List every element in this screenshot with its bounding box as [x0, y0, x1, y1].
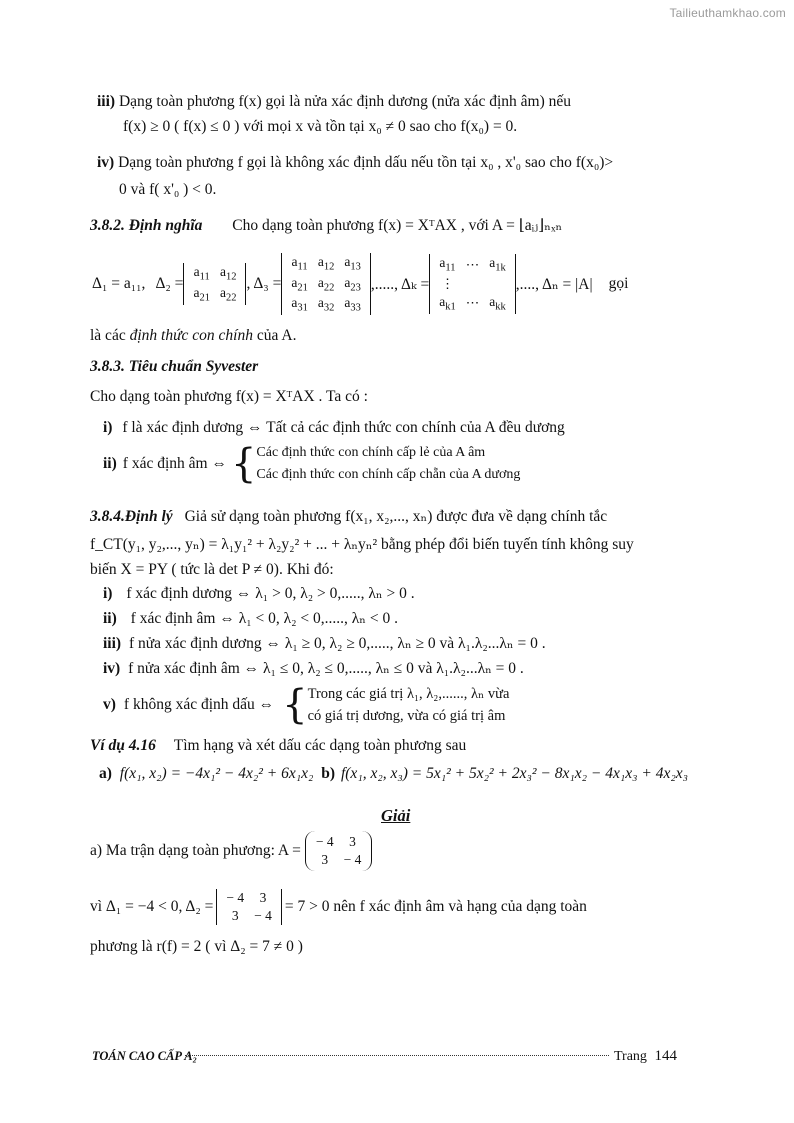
case-text: f nửa xác định dương ⇔ λ₁ ≥ 0, λ₂ ≥ 0,....., λₙ ≥ 0 và λ₁.λ₂...λₙ = 0 .: [128, 635, 546, 652]
theorem-case-iv: [103, 659, 524, 679]
matrix-cell: − 4: [315, 834, 334, 849]
section-382-title: [90, 216, 562, 236]
determinant-line: [90, 882, 587, 932]
theorem-case-iii: [103, 634, 546, 654]
item-iv-line2: 0 và f( x'₀ ) < 0.: [119, 181, 217, 198]
deltan: ,...., Δₙ = |A|: [515, 275, 593, 293]
section-384-line1: [90, 507, 607, 527]
theorem-case-i: [103, 584, 415, 604]
sylvester-i: [103, 418, 565, 438]
case-list: [308, 683, 510, 727]
page-label: Trang: [614, 1049, 647, 1064]
case-line: Trong các giá trị λ₁, λ₂,......, λₙ vừa: [307, 686, 510, 702]
det-delta3: $a_{11}$ $a_{12}$ $a_{13}$ $a_{21}$ $a_{22}$ $a_{23}$ $a_{31}$ $a_{32}$ $a_{33}$: [281, 253, 371, 315]
theorem-case-v: [103, 681, 509, 729]
matrix-A: [305, 831, 373, 871]
case-text: f xác định âm ⇔ λ₁ < 0, λ₂ < 0,....., λₙ < 0 .: [130, 610, 398, 627]
delta2-label: Δ₂ =: [155, 275, 184, 292]
det-delta2-example: [216, 889, 282, 925]
item-text: f là xác định dương ⇔ Tất cả các định thức con chính của A đều dương: [122, 419, 565, 436]
item-label: iii): [97, 93, 116, 110]
example-heading-line: [90, 736, 466, 756]
theorem-case-ii: [103, 609, 398, 629]
det-deltak: $a_{11}$ ⋯ $a_{1k}$ ⋮ $a_{k1}$ ⋯ $a_{kk}$: [429, 254, 516, 313]
delta3-label: , Δ₃ =: [246, 275, 282, 292]
case-text: f không xác định dấu ⇔: [123, 696, 275, 713]
case-label: ii): [103, 610, 117, 627]
form-a-label: a): [99, 765, 112, 782]
form-b-label: b): [321, 765, 336, 782]
matrix-line: [90, 826, 372, 876]
rank-line: phương là r(f) = 2 ( vì Δ₂ = 7 ≠ 0 ): [90, 938, 303, 955]
item-label: i): [103, 419, 113, 436]
item-label: iv): [97, 154, 115, 171]
case-list: [256, 442, 520, 486]
form-a: f(x₁, x₂) = −4x₁² − 4x₂² + 6x₁x₂: [119, 765, 314, 782]
section-heading: 3.8.4.Định lý: [90, 508, 173, 525]
section-text: Cho dạng toàn phương f(x) = XᵀAX , với A = ⌊aᵢⱼ⌋ₙₓₙ: [232, 217, 563, 234]
section-383-intro: Cho dạng toàn phương f(x) = XᵀAX . Ta có :: [90, 388, 368, 405]
section-383-heading: 3.8.3. Tiêu chuẩn Syvester: [90, 358, 259, 375]
det-delta2: $a_{11}$ $a_{12}$ $a_{21}$ $a_{22}$: [183, 263, 246, 304]
det-cell: 3: [259, 890, 267, 905]
example-forms: [99, 764, 688, 784]
vi-post: = 7 > 0 nên f xác định âm và hạng của dạng toàn: [284, 898, 587, 915]
det-cell: 3: [231, 908, 239, 923]
case-label: v): [103, 696, 116, 713]
definition-post: của A.: [252, 327, 297, 344]
goi-text: gọi: [608, 275, 629, 292]
footer-title: TOÁN CAO CẤP A₂: [92, 1049, 197, 1063]
sylvester-ii: [103, 440, 520, 488]
section-384-line3: biến X = PY ( tức là det P ≠ 0). Khi đó:: [90, 561, 334, 578]
vi-pre: vì Δ₁ = −4 < 0, Δ₂ =: [90, 898, 214, 915]
example-text: Tìm hạng và xét dấu các dạng toàn phương sau: [173, 737, 467, 754]
item-text: Dạng toàn phương f gọi là không xác định dấu nếu tồn tại x₀ , x'₀ sao cho f(x₀)>: [118, 154, 614, 171]
matrix-cell: 3: [349, 834, 356, 849]
item-label: ii): [103, 455, 117, 472]
item-text: Dạng toàn phương f(x) gọi là nửa xác định dương (nửa xác định âm) nếu: [118, 93, 571, 110]
case-text: f nửa xác định âm ⇔ λ₁ ≤ 0, λ₂ ≤ 0,....., λₙ ≤ 0 và λ₁.λ₂...λₙ = 0 .: [128, 660, 524, 677]
matrix-cell: − 4: [343, 852, 362, 867]
minors-row: [92, 250, 628, 318]
item-text: f xác định âm ⇔: [122, 455, 227, 472]
case-line: có giá trị dương, vừa có giá trị âm: [307, 708, 506, 724]
case-label: iv): [103, 660, 121, 677]
case-label: i): [103, 585, 113, 602]
deltak-label: ,....., Δₖ =: [370, 275, 430, 293]
definition-pre: là các: [90, 327, 130, 344]
page-value: 144: [654, 1048, 677, 1064]
section-text: Giả sử dạng toàn phương f(x₁, x₂,..., xₙ) được đưa về dạng chính tắc: [184, 508, 608, 525]
minors-definition: [90, 326, 296, 346]
item-iv: [97, 153, 613, 173]
example-heading: Ví dụ 4.16: [90, 737, 156, 754]
case-line: Các định thức con chính cấp lẻ của A âm: [256, 445, 486, 460]
watermark: Tailieuthamkhao.com: [669, 6, 786, 20]
form-b: f(x₁, x₂, x₃) = 5x₁² + 5x₂² + 2x₃² − 8x₁x₂ − 4x₁x₃ + 4x₂x₃: [340, 765, 689, 782]
page-number: [614, 1048, 677, 1065]
section-heading: 3.8.2. Định nghĩa: [90, 217, 203, 234]
brace: {: [282, 682, 308, 728]
case-line: Các định thức con chính cấp chẵn của A dương: [256, 467, 521, 482]
det-cell: − 4: [226, 890, 245, 905]
case-label: iii): [103, 635, 122, 652]
matrix-intro: a) Ma trận dạng toàn phương: A =: [90, 842, 301, 859]
brace: {: [230, 441, 257, 487]
solution-heading: Giải: [381, 806, 411, 825]
definition-term: định thức con chính: [129, 327, 253, 344]
item-iii: [97, 92, 571, 112]
section-384-line2: f_CT(y₁, y₂,..., yₙ) = λ₁y₁² + λ₂y₂² + ... + λₙyₙ² bằng phép đổi biến tuyến tính không suy: [90, 536, 634, 553]
matrix-cell: 3: [321, 852, 329, 867]
delta1: Δ₁ = a₁₁,: [92, 275, 146, 292]
item-iii-line2: f(x) ≥ 0 ( f(x) ≤ 0 ) với mọi x và tồn tại x₀ ≠ 0 sao cho f(x₀) = 0.: [123, 118, 518, 135]
det-cell: − 4: [254, 908, 272, 923]
footer-leader: [185, 1055, 609, 1056]
case-text: f xác định dương ⇔ λ₁ > 0, λ₂ > 0,....., λₙ > 0 .: [126, 585, 415, 602]
